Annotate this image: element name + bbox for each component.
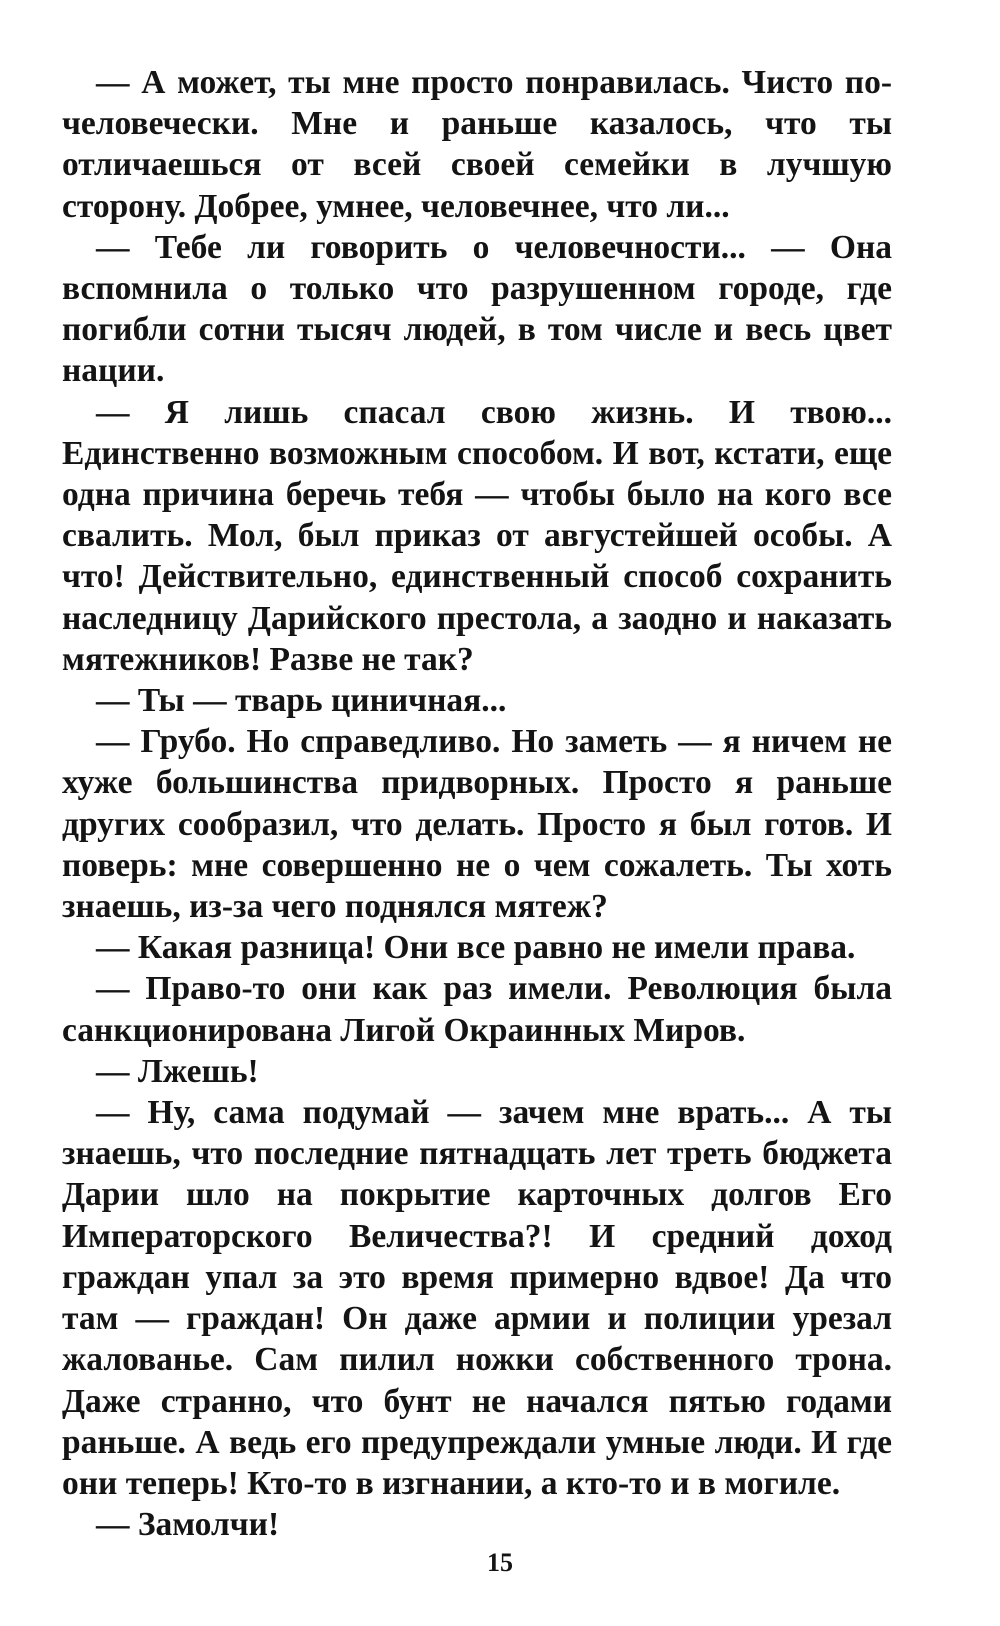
paragraph-9: — Ну, сама подумай — зачем мне врать... А ты знаешь, что последние пятнадцать лет треть бюджета Дарии шло на покрытие карточных долгов Его Императорского Величества?! И средний доход граждан упал за это время примерно вдвое! Да что там — граждан! Он даже армии и полиции урезал жалованье. Сам пилил ножки собственного трона. Даже странно, что бунт не начался пятью годами раньше. А ведь его предупреждали умные люди. И где они теперь! Кто-то в изгнании, а кто-то и в могиле.: [62, 1094, 892, 1502]
page-number: 15: [487, 1548, 513, 1577]
page-body: [62, 62, 892, 1545]
paragraph-7: — Право-то они как раз имели. Революция была санкционирована Лигой Окраинных Миров.: [62, 970, 892, 1049]
paragraph-4: — Ты — тварь циничная...: [96, 682, 507, 720]
paragraph-2: — Тебе ли говорить о человечности... — Она вспомнила о только что разрушенном городе, где погибли сотни тысяч людей, в том числе и весь цвет нации.: [62, 228, 892, 390]
paragraph-10: — Замолчи!: [96, 1506, 280, 1544]
paragraph-8: — Лжешь!: [96, 1052, 259, 1090]
paragraph-5: — Грубо. Но справедливо. Но заметь — я ничем не хуже большинства придворных. Просто я раньше других сообразил, что делать. Просто я был готов. И поверь: мне совершенно не о чем сожалеть. Ты хоть знаешь, из-за чего поднялся мятеж?: [62, 723, 892, 926]
paragraph-6: — Какая разница! Они все равно не имели права.: [96, 929, 856, 967]
paragraph-1: — А может, ты мне просто понравилась. Чисто по-человечески. Мне и раньше казалось, что ты отличаешься от всей своей семейки в лучшую сторону. Добрее, умнее, человечнее, что ли...: [62, 64, 892, 225]
paragraph-3: — Я лишь спасал свою жизнь. И твою... Единственно возможным способом. И вот, кстати, еще одна причина беречь тебя — чтобы было на кого все свалить. Мол, был приказ от августейшей особы. А что! Действительно, единственный способ сохранить наследницу Дарийского престола, а заодно и наказать мятежников! Разве не так?: [62, 393, 892, 678]
